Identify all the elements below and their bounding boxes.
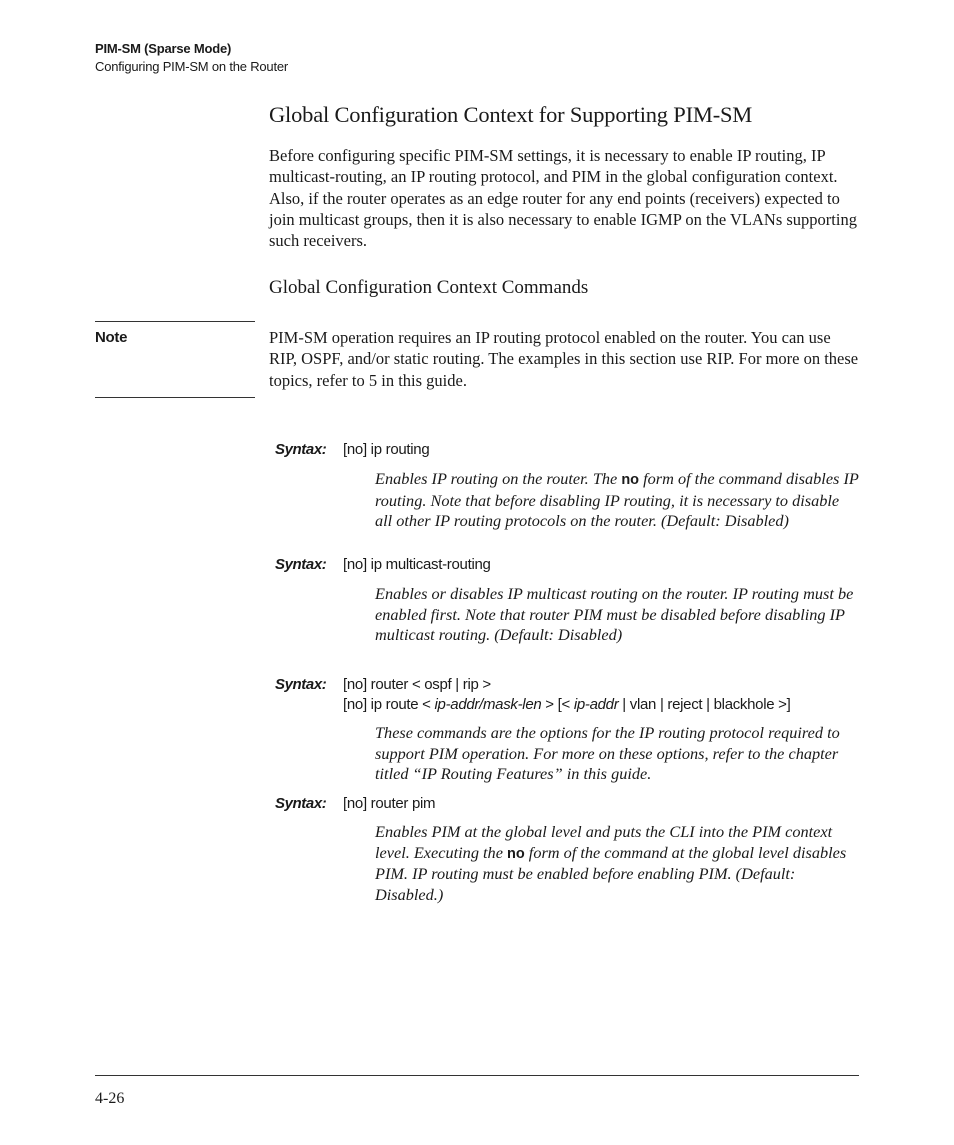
syntax-description-routing-options: These commands are the options for the IP routing protocol required to support PIM operation. For more on these options, refer to the chapter titled “IP Routing Features” in this guide. — [375, 723, 840, 784]
running-header-title: PIM-SM (Sparse Mode) — [95, 41, 232, 56]
code-keyword: no — [507, 845, 525, 862]
note-text: PIM-SM operation requires an IP routing protocol enabled on the router. You can use RIP, OSPF, and/or static routing. The examples in this section use RIP. For more on these topics, refer to 5 in this guide. — [269, 328, 859, 390]
syntax-label: Syntax: — [275, 795, 327, 812]
running-header-subtitle: Configuring PIM-SM on the Router — [95, 59, 289, 74]
syntax-description-ip-routing: Enables IP routing on the router. The no form of the command disables IP routing. Note that before disabling IP routing, it is necessary to disable all other IP routing protocols on the router. (Default: Disabled) — [375, 469, 859, 531]
code-keyword: no — [621, 472, 640, 488]
note-bottom-rule — [95, 397, 255, 398]
syntax-description-router-pim: Enables PIM at the global level and puts the CLI into the PIM context level. Executing the no form of the command at the global level disables PIM. IP routing must be enabled before enabling PIM. (Default: Disabled.) — [375, 822, 847, 904]
note-label: Note — [95, 329, 128, 346]
intro-paragraph: Before configuring specific PIM-SM settings, it is necessary to enable IP routing, IP multicast-routing, an IP routing protocol, and PIM in the global configuration context. Also, if the router operates as an edge router for any end points (receivers) expected to join multicast groups, then it is also necessary to enable IGMP on the VLANs supporting such receivers. — [269, 146, 857, 251]
syntax-label: Syntax: — [275, 441, 327, 458]
syntax-description-ip-multicast-routing: Enables or disables IP multicast routing on the router. IP routing must be enabled first. Note that router PIM must be disabled before disabling IP multicast routing. (Default: Disabled) — [375, 584, 854, 645]
syntax-command-ip-routing: [no] ip routing — [343, 441, 430, 458]
syntax-label: Syntax: — [275, 676, 327, 693]
section-heading: Global Configuration Context for Supporting PIM-SM — [269, 102, 753, 127]
syntax-command-ip-route: [no] ip route < ip-addr/mask-len > [< ip-addr | vlan | reject | blackhole >] — [343, 696, 791, 713]
syntax-command-ip-multicast-routing: [no] ip multicast-routing — [343, 556, 491, 573]
page-number: 4-26 — [95, 1090, 125, 1107]
syntax-command-router: [no] router < ospf | rip > — [343, 676, 491, 693]
footer-rule — [95, 1075, 859, 1076]
syntax-command-router-pim: [no] router pim — [343, 795, 436, 812]
syntax-label: Syntax: — [275, 556, 327, 573]
subsection-heading: Global Configuration Context Commands — [269, 277, 589, 298]
note-top-rule — [95, 321, 255, 322]
